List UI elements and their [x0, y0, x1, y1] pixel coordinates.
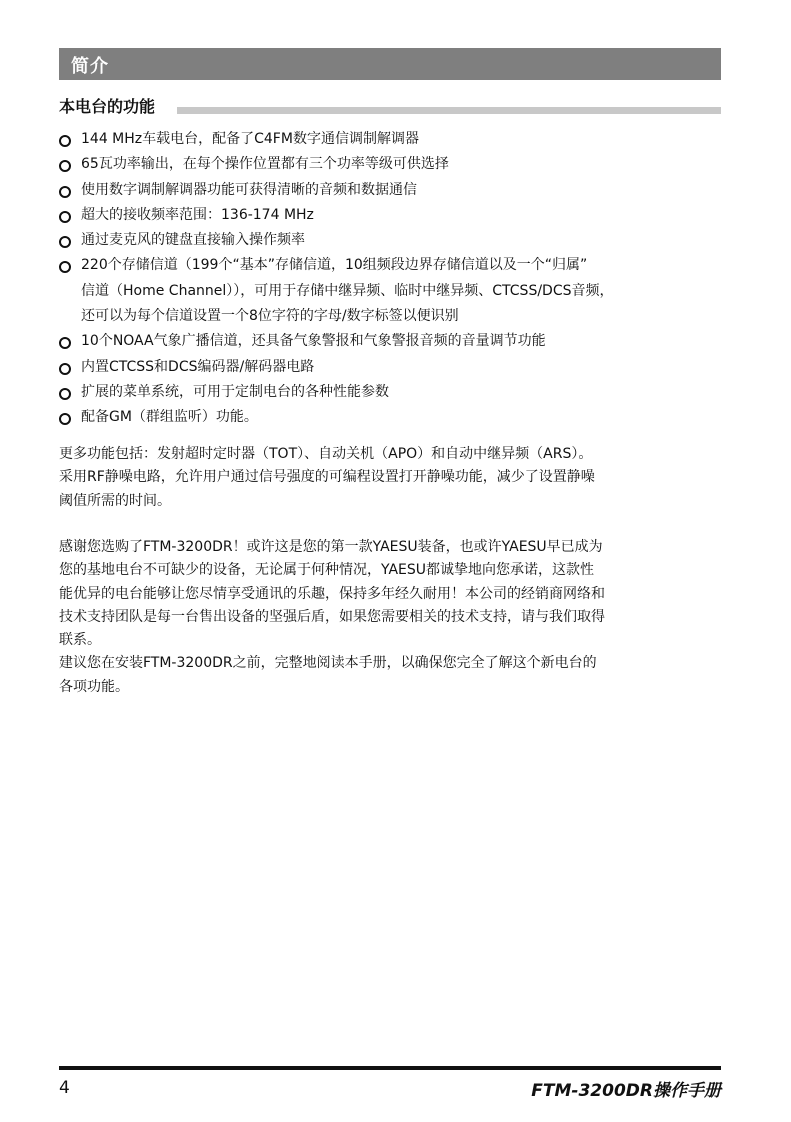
list-item-text: 通过麦克风的键盘直接输入操作频率	[81, 232, 305, 249]
paragraph-line: 采用RF静噪电路，允许用户通过信号强度的可编程设置打开静噪功能，减少了设置静噪	[59, 469, 595, 486]
list-item-text: 144 MHz车载电台，配备了C4FM数字通信调制解调器	[81, 131, 419, 147]
circle-bullet-icon	[59, 135, 71, 147]
list-item-text: 还可以为每个信道设置一个8位字符的字母/数字标签以便识别	[81, 308, 459, 325]
thanks-paragraph	[59, 536, 725, 699]
page-number: 4	[59, 1078, 70, 1098]
paragraph-line: 感谢您选购了FTM-3200DR！或许这是您的第一款YAESU装备，也或许YAESU早已成为	[59, 539, 603, 555]
subsection-rule	[177, 107, 721, 114]
list-item-text: 使用数字调制解调器功能可获得清晰的音频和数据通信	[81, 181, 417, 198]
circle-bullet-icon	[59, 261, 71, 273]
paragraph-line: 各项功能。	[59, 678, 129, 695]
list-item	[59, 329, 723, 354]
list-item-text: 220个存储信道（199个“基本”存储信道，10组频段边界存储信道以及一个“归属”	[81, 257, 588, 274]
manual-title: FTM-3200DR操作手册	[531, 1081, 721, 1101]
more-features-paragraph	[59, 443, 725, 513]
list-item	[59, 152, 723, 177]
footer-rule	[59, 1066, 721, 1070]
list-item	[59, 228, 723, 253]
circle-bullet-icon	[59, 413, 71, 425]
list-item-text: 65瓦功率输出，在每个操作位置都有三个功率等级可供选择	[81, 156, 449, 173]
list-item	[59, 127, 723, 152]
circle-bullet-icon	[59, 160, 71, 172]
list-item-text: 内置CTCSS和DCS编码器/解码器电路	[81, 358, 315, 375]
circle-bullet-icon	[59, 236, 71, 248]
list-item	[59, 355, 723, 380]
paragraph-line: 能优异的电台能够让您尽情享受通讯的乐趣，保持多年经久耐用！本公司的经销商网络和	[59, 585, 605, 602]
circle-bullet-icon	[59, 186, 71, 198]
subsection-title: 本电台的功能	[59, 94, 159, 117]
paragraph-line: 阈值所需的时间。	[59, 492, 171, 509]
subsection-header	[59, 94, 721, 118]
circle-bullet-icon	[59, 388, 71, 400]
circle-bullet-icon	[59, 363, 71, 375]
list-item-text: 超大的接收频率范围：136-174 MHz	[81, 206, 314, 223]
list-item	[59, 380, 723, 405]
list-item	[59, 405, 723, 430]
circle-bullet-icon	[59, 211, 71, 223]
list-item-text: 10个NOAA气象广播信道，还具备气象警报和气象警报音频的音量调节功能	[81, 333, 546, 350]
section-header	[59, 48, 721, 80]
feature-list	[59, 127, 723, 431]
list-item-text: 信道（Home Channel）），可用于存储中继异频、临时中继异频、CTCSS/DCS音频，	[81, 282, 614, 299]
paragraph-line: 建议您在安装FTM-3200DR之前，完整地阅读本手册，以确保您完全了解这个新电台的	[59, 655, 597, 672]
list-item-text: 配备GM（群组监听）功能。	[81, 409, 258, 426]
list-item-text: 扩展的菜单系统，可用于定制电台的各种性能参数	[81, 383, 389, 400]
paragraph-line: 技术支持团队是每一台售出设备的坚强后盾，如果您需要相关的技术支持，请与我们取得	[59, 608, 605, 625]
list-item	[59, 203, 723, 228]
paragraph-line: 更多功能包括：发射超时定时器（TOT）、自动关机（APO）和自动中继异频（ARS）。	[59, 446, 593, 462]
list-item	[59, 178, 723, 203]
circle-bullet-icon	[59, 337, 71, 349]
list-item	[59, 253, 723, 329]
paragraph-line: 联系。	[59, 632, 101, 649]
section-title: 简介	[71, 56, 109, 77]
paragraph-line: 您的基地电台不可缺少的设备，无论属于何种情况，YAESU都诚挚地向您承诺，这款性	[59, 562, 595, 579]
